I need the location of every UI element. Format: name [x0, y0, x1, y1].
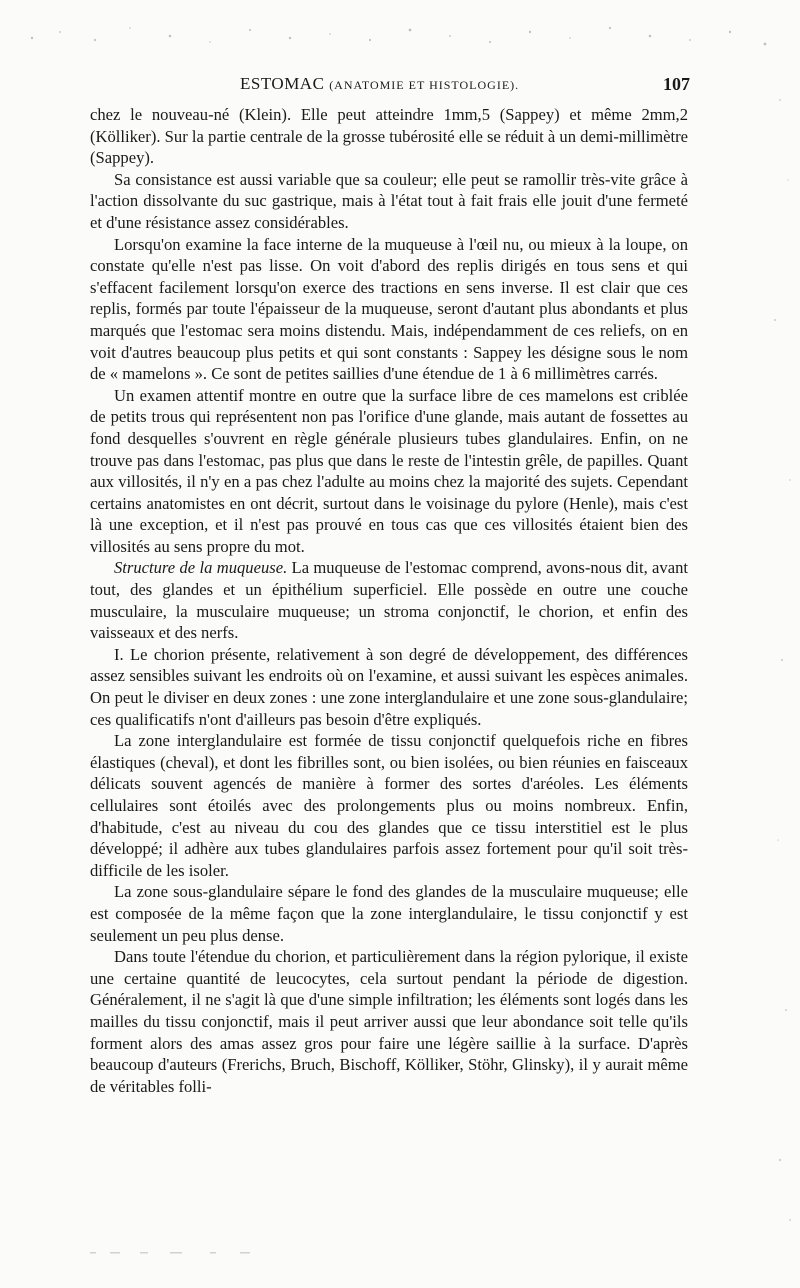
- running-head-title-paren: (ANATOMIE ET HISTOLOGIE).: [329, 78, 520, 92]
- paragraph-zone-sous-glandulaire: La zone sous-glandulaire sépare le fond des glandes de la musculaire muqueuse; elle est composée de la même façon que la zone interglandulaire, le tissu conjonctif y est seulement un peu plus dense.: [90, 882, 688, 945]
- running-head: [90, 74, 690, 100]
- body-text: [90, 104, 688, 1097]
- print-speckle-top: [20, 18, 780, 58]
- paragraph-structure: [90, 557, 688, 643]
- print-speckle-right: [760, 60, 800, 1260]
- page-number: 107: [663, 74, 690, 94]
- print-speckle-bottom: [90, 1250, 330, 1256]
- running-head-title: [240, 74, 519, 94]
- paragraph-examen: Un examen attentif montre en outre que la surface libre de ces mamelons est criblée de petits trous qui représentent non pas l'orifice d'une glande, mais autant de fossettes au fond desquelles s'ouvrent en règle générale plusieurs tubes glandulaires. Enfin, on ne trouve pas dans l'estomac, pas plus que dans le reste de l'intestin grêle, de papilles. Quant aux villosités, il n'y en a pas chez l'adulte au moins chez la majorité des sujets. Cependant certains anatomistes en ont décrit, surtout dans le voisinage du pylore (Henle), mais c'est là une exception, et il n'est pas prouvé en tous cas que ces villosités étaient bien des villosités au sens propre du mot.: [90, 385, 688, 556]
- running-head-title-main: ESTOMAC: [240, 74, 325, 93]
- paragraph-consistance: Sa consistance est aussi variable que sa couleur; elle peut se ramollir très-vite grâce à l'action dissolvante du suc gastrique, mais à l'état tout à fait frais elle jouit d'une fermeté et d'une résistance assez considérables.: [90, 169, 688, 232]
- paragraph-structure-text: La muqueuse de l'estomac comprend, avons-nous dit, avant tout, des glandes et un épithélium superficiel. Elle possède en outre une couche musculaire, la musculaire muqueuse; un stroma conjonctif, le chorion, et enfin des vaisseaux et des nerfs.: [90, 558, 688, 643]
- paragraph-continuation: chez le nouveau-né (Klein). Elle peut atteindre 1mm,5 (Sappey) et même 2mm,2 (Kölliker). Sur la partie centrale de la grosse tubérosité elle se réduit à un demi-millimètre (Sappey).: [90, 105, 688, 168]
- paragraph-chorion: I. Le chorion présente, relativement à son degré de développement, des différences assez sensibles suivant les endroits où on l'examine, et aussi suivant les espèces animales. On peut le diviser en deux zones : une zone interglandulaire et une zone sous-glandulaire; ces qualificatifs n'ont d'ailleurs pas besoin d'être expliqués.: [90, 644, 688, 729]
- paragraph-face-interne: Lorsqu'on examine la face interne de la muqueuse à l'œil nu, ou mieux à la loupe, on constate qu'elle n'est pas lisse. On voit d'abord des replis dirigés en tous sens et qui s'effacent facilement lorsqu'on exerce des tractions en sens inverse. Il est clair que ces replis, formés par toute l'épaisseur de la muqueuse, seront d'autant plus abondants et plus marqués que l'estomac sera moins distendu. Mais, indépendamment de ces reliefs, on en voit d'autres beaucoup plus petits et qui sont constants : Sappey les désigne sous le nom de « mamelons ». Ce sont de petites saillies d'une étendue de 1 à 6 millimètres carrés.: [90, 234, 688, 384]
- section-heading-structure: Structure de la muqueuse.: [114, 558, 288, 578]
- paragraph-zone-interglandulaire: La zone interglandulaire est formée de tissu conjonctif quelquefois riche en fibres élastiques (cheval), et dont les fibrilles sont, ou bien isolées, ou bien réunies en faisceaux délicats souvent agencés de manière à former des sortes d'aréoles. Les éléments cellulaires sont étoilés avec des prolongements plus ou moins nombreux. Enfin, d'habitude, c'est au niveau du cou des glandes que ce tissu interstitiel est le plus développé; il adhère aux tubes glandulaires parfois assez fortement pour qu'il soit très-difficile de les isoler.: [90, 731, 688, 880]
- paragraph-leucocytes: Dans toute l'étendue du chorion, et particulièrement dans la région pylorique, il existe une certaine quantité de leucocytes, cela surtout pendant la période de digestion. Généralement, il ne s'agit là que d'une simple infiltration; les éléments sont logés dans les mailles du tissu conjonctif, mais il peut arriver aussi que leur abondance soit telle qu'ils forment alors des amas assez gros pour faire une légère saillie à la surface. D'après beaucoup d'auteurs (Frerichs, Bruch, Bischoff, Kölliker, Stöhr, Glinsky), il y aurait même de véritables folli-: [90, 947, 688, 1096]
